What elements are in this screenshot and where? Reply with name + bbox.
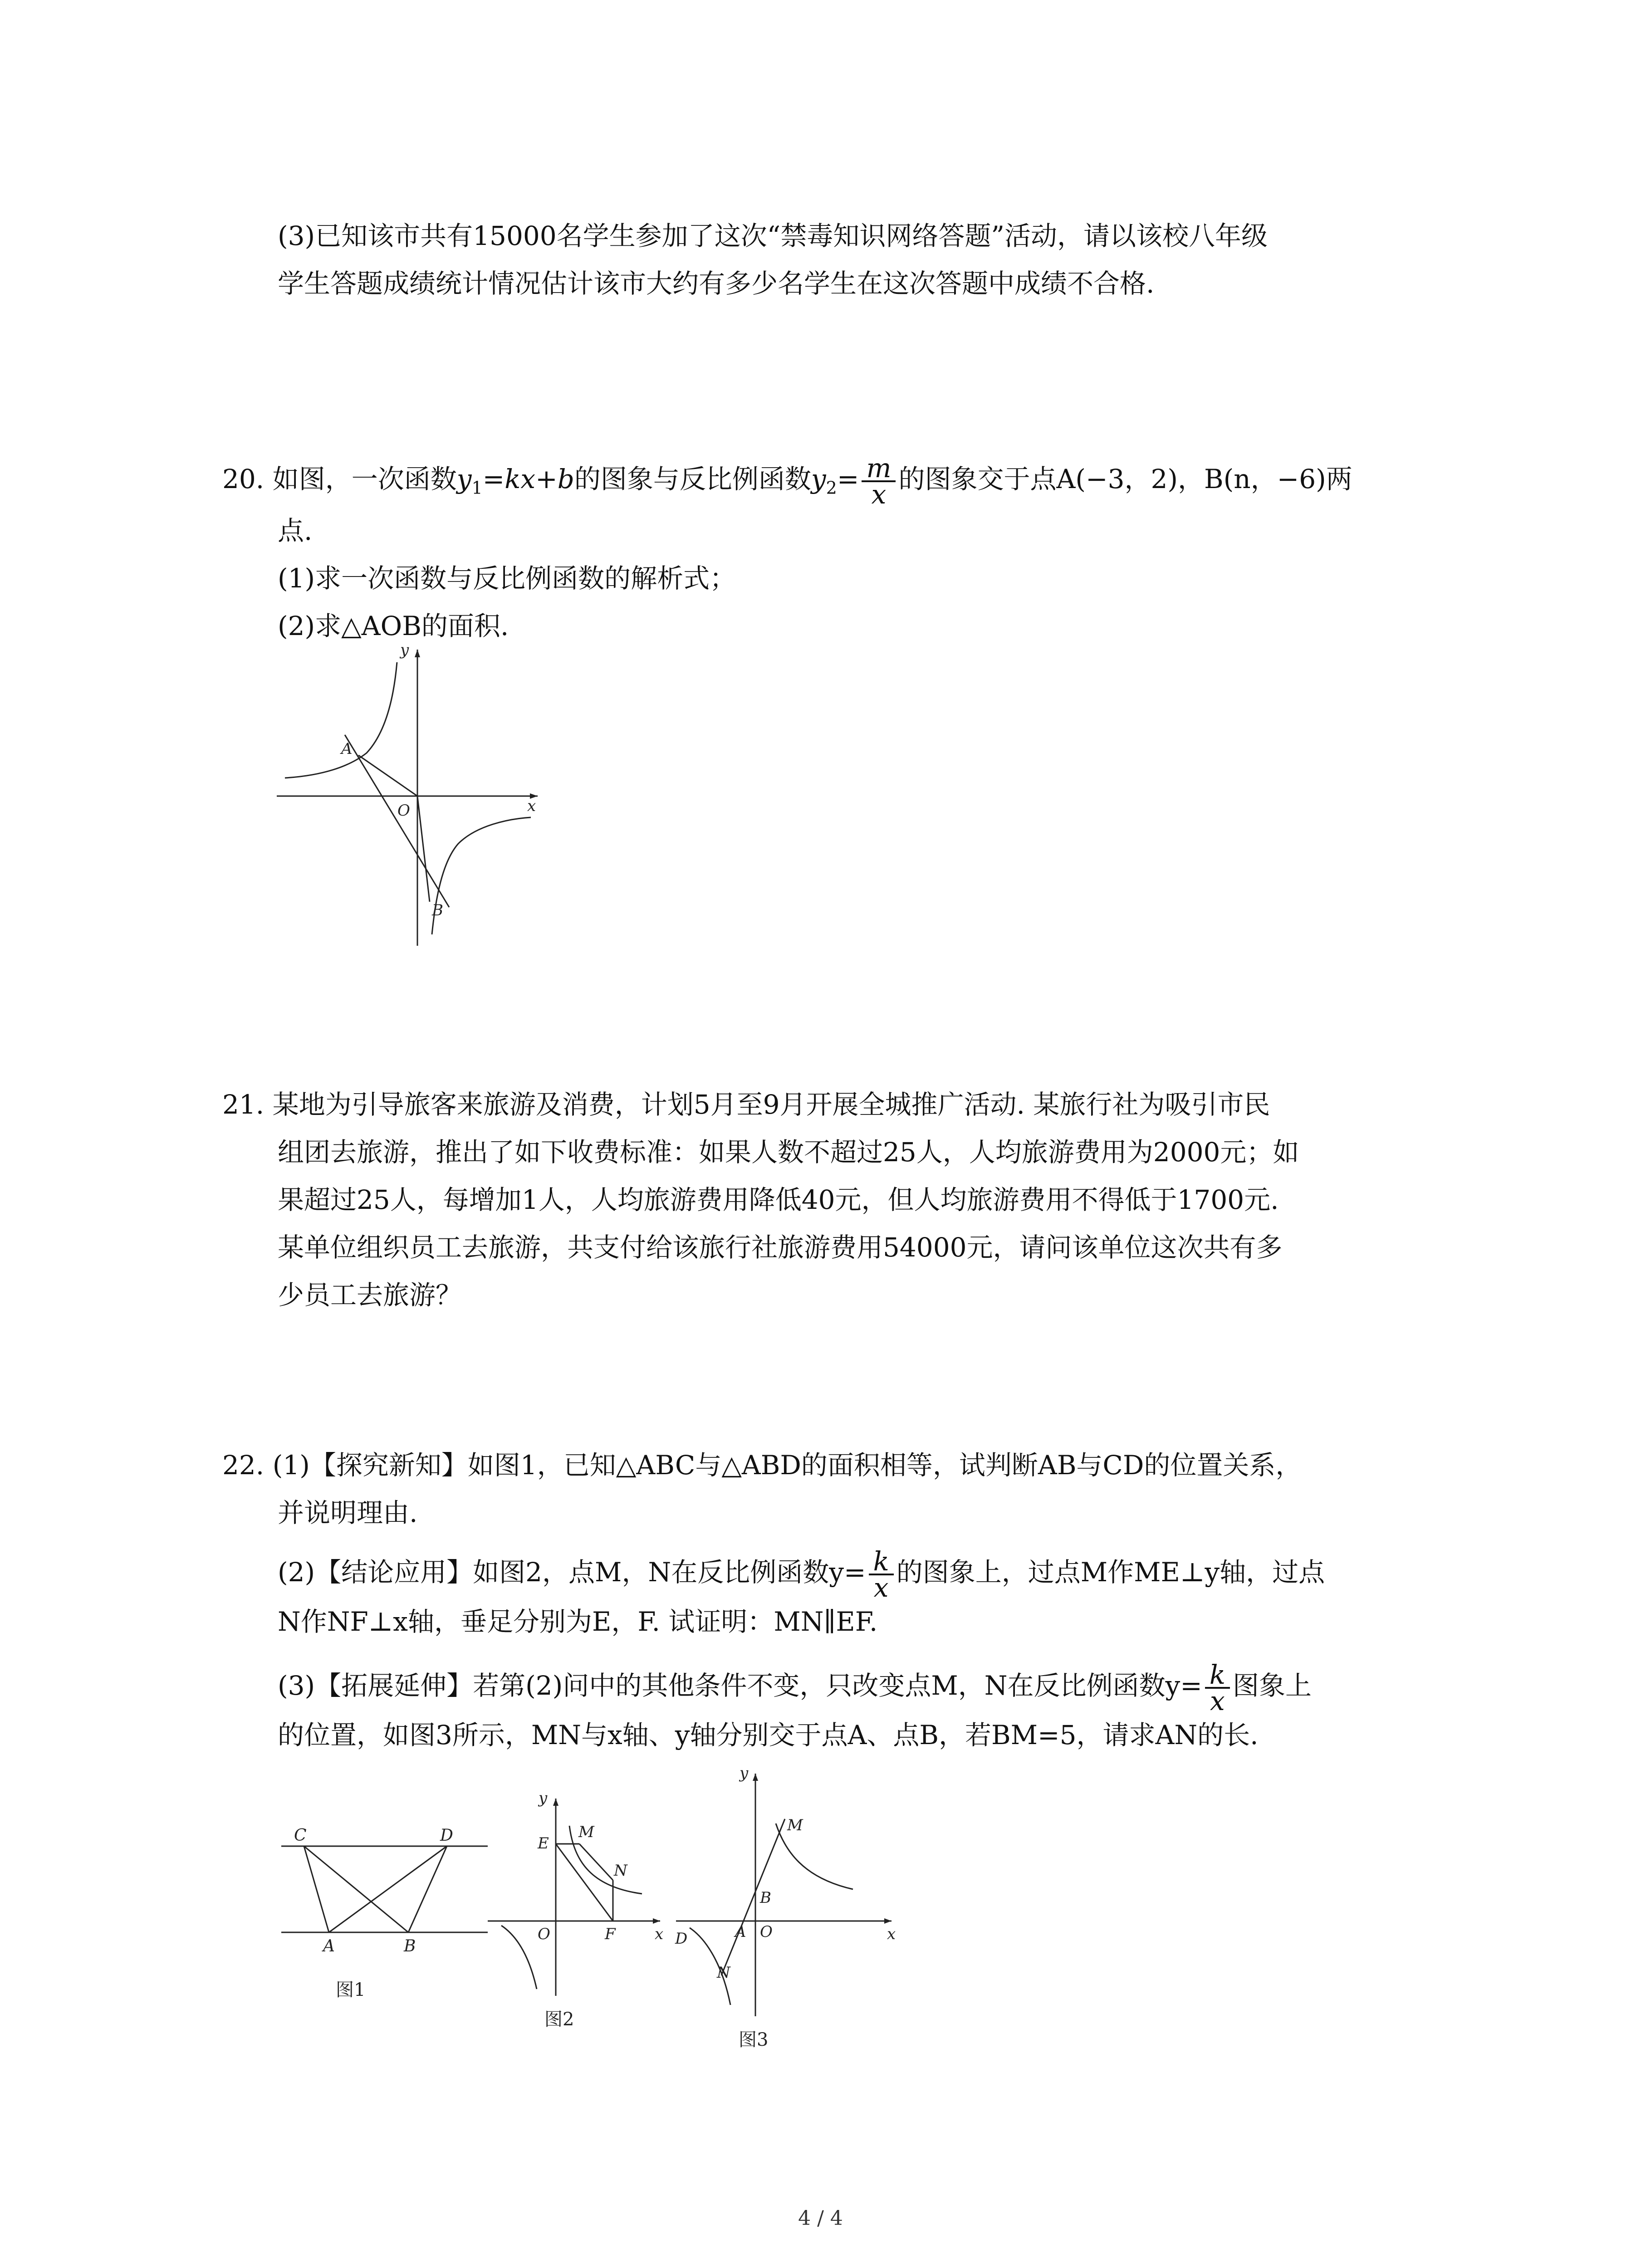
q20-frac-den: x [871,479,887,510]
q22-fig3-b-label: B [760,1889,771,1907]
q21-line1-text: 某地为引导旅客来旅游及消费，计划5月至9月开展全城推广活动. 某旅行社为吸引市民 [272,1089,1270,1120]
q20-frac-num: m [862,456,896,482]
q20-y2: y [811,464,826,495]
q22-part2-line1 [278,1546,1325,1603]
q22-part1-line2: 并说明理由. [278,1497,418,1528]
q22-part3-line1 [278,1659,1312,1716]
q22-number: 22. [222,1450,265,1481]
q20-part2: (2)求△AOB的面积. [278,611,509,641]
q22-fig1-d-label: D [440,1826,453,1845]
q22-part2-frac-num: k [869,1549,894,1575]
q22-figure3 [671,1765,898,2055]
q20-fig-x-label: x [527,797,536,815]
q20-y2-sub: 2 [826,478,837,498]
q22-fig2-caption: 图2 [544,2009,574,2030]
q22-fig1-c-label: C [294,1826,307,1845]
q22-figure1 [277,1819,490,2009]
q22-fig2-o-label: O [538,1925,550,1943]
q21-line5: 少员工去旅游？ [278,1280,462,1310]
q22-figure2 [483,1789,669,2034]
page-number: 4 / 4 [798,2207,843,2230]
q22-fig3-m-label: M [787,1816,803,1834]
q22-part2-b: 的图象上，过点M作ME⊥y轴，过点 [896,1557,1325,1588]
q22-fig2-e-label: E [538,1834,549,1853]
q20-figure [272,641,544,953]
q22-fig1-b-label: B [404,1937,416,1955]
q21-line4: 某单位组织员工去旅游，共支付给该旅行社旅游费用54000元，请问该单位这次共有多 [278,1232,1283,1263]
q20-stem-c: 的图象交于点A(−3，2)，B(n，−6)两 [898,464,1352,495]
q22-part1-text: (1)【探究新知】如图1，已知△ABC与△ABD的面积相等，试判断AB与CD的位置关系， [272,1450,1302,1481]
q22-fig3-y-label: y [740,1764,749,1782]
q22-part3-fraction [1205,1659,1230,1716]
q20-fig-y-label: y [400,641,409,659]
q22-part1-line1 [222,1449,1302,1481]
q20-stem-b: 的图象与反比例函数 [574,464,811,495]
q22-part3-a: (3)【拓展延伸】若第(2)问中的其他条件不变，只改变点M，N在反比例函数y= [278,1670,1202,1701]
q20-y1: y [456,464,472,495]
q22-fig1-caption: 图1 [336,1980,366,2000]
q22-fig2-n-label: N [614,1862,627,1880]
q22-fig2-x-label: x [655,1925,664,1943]
q21-number: 21. [222,1089,265,1120]
q20-y1-sub: 1 [471,478,483,498]
q22-part2-a: (2)【结论应用】如图2，点M，N在反比例函数y= [278,1557,866,1588]
q20-fig-o-label: O [397,802,410,820]
q22-part2-fraction [869,1546,894,1603]
q20-stem-line2: 点. [278,515,313,546]
q21-line2: 组团去旅游，推出了如下收费标准：如果人数不超过25人，人均旅游费用为2000元；如 [278,1137,1299,1168]
q20-fig-a-label: A [341,740,353,758]
q21-line3: 果超过25人，每增加1人，人均旅游费用降低40元，但人均旅游费用不得低于1700元. [278,1184,1279,1215]
q20-stem-line1 [222,453,1352,510]
q20-fraction [862,453,896,510]
q22-fig2-y-label: y [539,1789,548,1807]
q22-fig2-m-label: M [578,1823,594,1841]
q20-number: 20. [222,464,265,495]
q20-eq: = [837,464,859,495]
q20-part1: (1)求一次函数与反比例函数的解析式； [278,563,736,594]
q22-part2-frac-den: x [873,1572,889,1603]
q22-part3-line2: 的位置，如图3所示，MN与x轴、y轴分别交于点A、点B，若BM=5，请求AN的长. [278,1720,1259,1750]
q22-fig1-a-label: A [323,1937,335,1955]
q22-fig3-o-label: O [760,1923,773,1941]
q22-fig3-caption: 图3 [739,2029,769,2050]
q22-fig3-x-label: x [887,1925,896,1943]
q20-stem-a: 如图，一次函数 [272,464,457,495]
q22-part3-b: 图象上 [1232,1670,1312,1701]
q22-fig3-a-label: A [735,1923,746,1941]
q22-part2-line2: N作NF⊥x轴，垂足分别为E，F. 试证明：MN∥EF. [278,1606,878,1637]
q20-expr1: =kx+b [482,464,574,495]
q22-fig2-f-label: F [605,1925,616,1943]
q21-line1 [222,1089,1270,1120]
q22-fig3-d-label: D [675,1930,688,1948]
q19-part3-line1: (3)已知该市共有15000名学生参加了这次“禁毒知识网络答题”活动，请以该校八年级 [278,220,1268,251]
q22-part3-frac-den: x [1210,1686,1225,1716]
q22-part3-frac-num: k [1205,1662,1230,1689]
q20-fig-b-label: B [432,901,443,919]
q22-fig3-n-label: N [717,1964,730,1982]
q19-part3-line2: 学生答题成绩统计情况估计该市大约有多少名学生在这次答题中成绩不合格. [278,268,1155,299]
